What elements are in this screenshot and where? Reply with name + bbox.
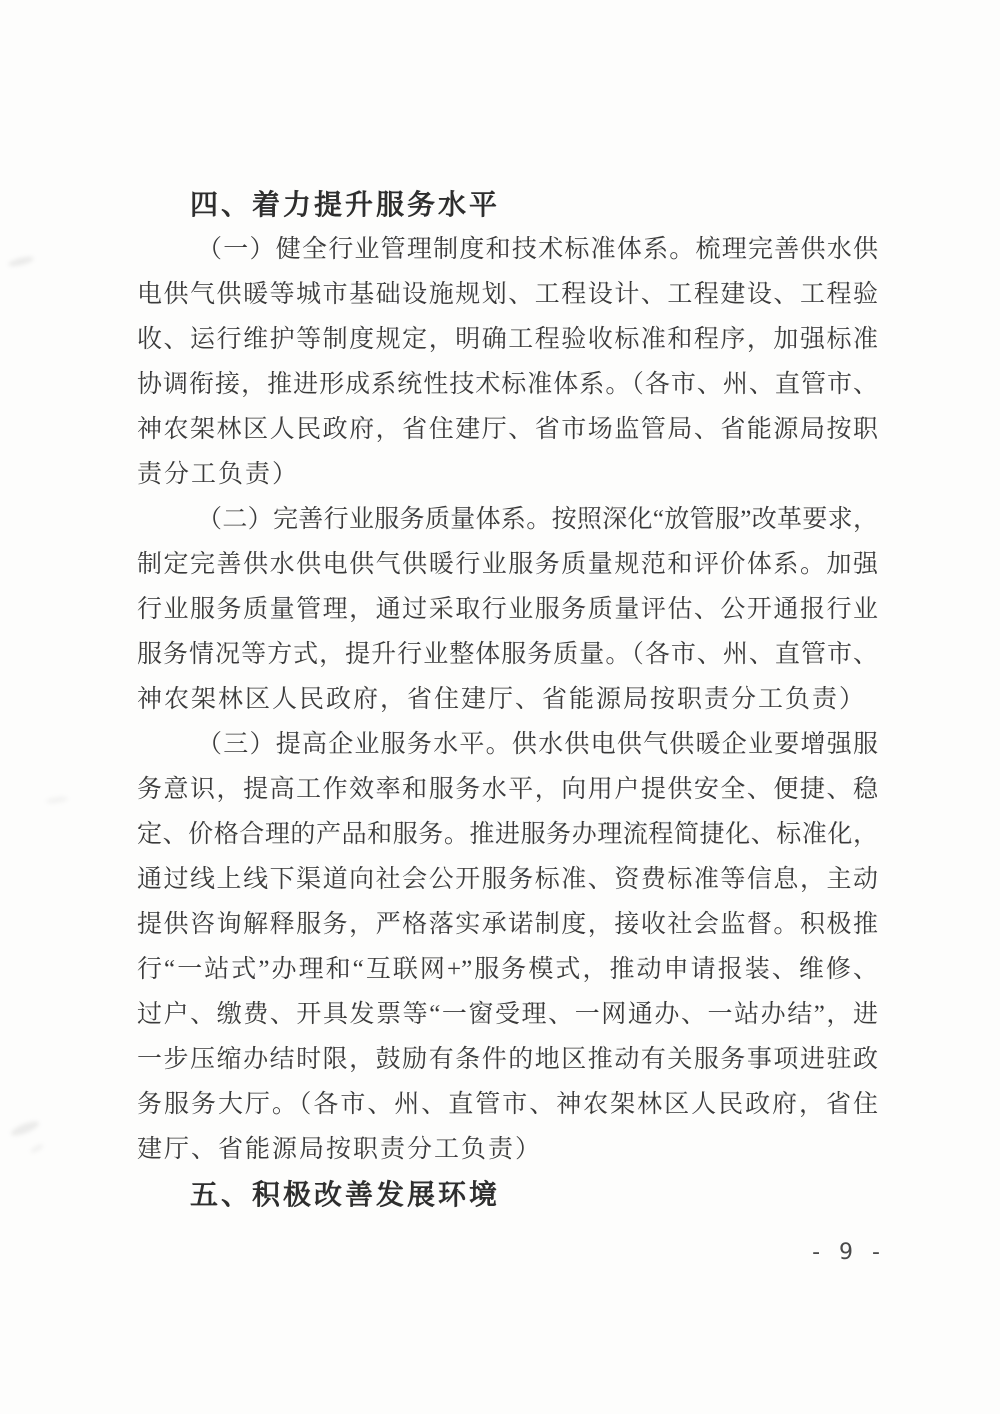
text-line: 协调衔接，推进形成系统性技术标准体系。（各市、州、直管市、 bbox=[137, 371, 878, 398]
text-line: （一）健全行业管理制度和技术标准体系。梳理完善供水供 bbox=[197, 236, 878, 263]
text-line: 行业服务质量管理，通过采取行业服务质量评估、公开通报行业 bbox=[137, 596, 878, 623]
text-line: （三）提高企业服务水平。供水供电供气供暖企业要增强服 bbox=[197, 731, 878, 758]
scan-smudge bbox=[9, 1119, 40, 1139]
page-number: - 9 - bbox=[812, 1240, 886, 1265]
text-line: 过户、缴费、开具发票等“一窗受理、一网通办、一站办结”，进 bbox=[137, 1001, 878, 1028]
text-line: 定、价格合理的产品和服务。推进服务办理流程简捷化、标准化， bbox=[137, 821, 878, 848]
text-line: 务意识，提高工作效率和服务水平，向用户提供安全、便捷、稳 bbox=[137, 776, 878, 803]
text-line: 服务情况等方式，提升行业整体服务质量。（各市、州、直管市、 bbox=[137, 641, 878, 668]
scan-smudge bbox=[8, 255, 35, 268]
section-heading-5: 五、积极改善发展环境 bbox=[190, 1179, 501, 1210]
text-line: 电供气供暖等城市基础设施规划、工程设计、工程建设、工程验 bbox=[137, 281, 878, 308]
text-line: 建厅、省能源局按职责分工负责） bbox=[137, 1136, 543, 1163]
text-line: 制定完善供水供电供气供暖行业服务质量规范和评价体系。加强 bbox=[137, 551, 878, 578]
text-line: 提供咨询解释服务，严格落实承诺制度，接收社会监督。积极推 bbox=[137, 911, 878, 938]
text-line: 务服务大厅。（各市、州、直管市、神农架林区人民政府，省住 bbox=[137, 1091, 878, 1118]
section-heading-4: 四、着力提升服务水平 bbox=[190, 189, 501, 220]
text-line: 行“一站式”办理和“互联网+”服务模式，推动申请报装、维修、 bbox=[137, 956, 878, 983]
text-line: 神农架林区人民政府，省住建厅、省能源局按职责分工负责） bbox=[137, 686, 867, 713]
scan-smudge bbox=[46, 795, 69, 804]
text-line: （二）完善行业服务质量体系。按照深化“放管服”改革要求， bbox=[197, 506, 878, 533]
text-line: 神农架林区人民政府，省住建厅、省市场监管局、省能源局按职 bbox=[137, 416, 878, 443]
document-body bbox=[137, 182, 878, 1217]
scan-smudge bbox=[30, 1143, 45, 1154]
text-line: 收、运行维护等制度规定，明确工程验收标准和程序，加强标准 bbox=[137, 326, 878, 353]
text-line: 一步压缩办结时限，鼓励有条件的地区推动有关服务事项进驻政 bbox=[137, 1046, 878, 1073]
text-line: 通过线上线下渠道向社会公开服务标准、资费标准等信息，主动 bbox=[137, 866, 878, 893]
text-line: 责分工负责） bbox=[137, 461, 300, 488]
